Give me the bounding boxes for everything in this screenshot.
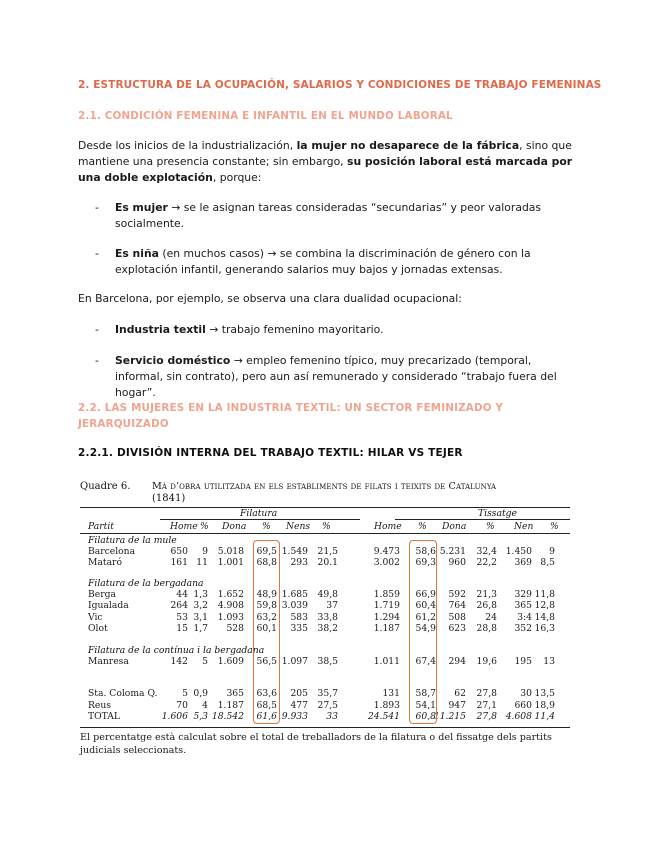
bullet-bold: Industria textil bbox=[115, 323, 206, 336]
row-group-title: Filatura de la contínua i la bergadana bbox=[88, 645, 265, 656]
cell-partit: Mataró bbox=[88, 557, 122, 568]
cell-value: 58,7 bbox=[415, 688, 436, 699]
cell-value: 1.609 bbox=[217, 656, 244, 667]
cell-value: 5.231 bbox=[439, 546, 466, 557]
cell-value: 293 bbox=[290, 557, 308, 568]
cell-value: 583 bbox=[290, 612, 308, 623]
cell-value: 66,9 bbox=[415, 589, 436, 600]
cell-value: 960 bbox=[448, 557, 466, 568]
cell-value: 14,8 bbox=[534, 612, 555, 623]
cell-value: 68,8 bbox=[256, 557, 277, 568]
intro-text-2: , sino que mantiene una presencia constante; sin embargo, bbox=[78, 139, 572, 168]
cell-value: 477 bbox=[290, 700, 308, 711]
cell-value: 53 bbox=[176, 612, 188, 623]
cell-value: 9 bbox=[202, 546, 208, 557]
column-header: % bbox=[486, 521, 495, 532]
cell-partit: Berga bbox=[88, 589, 116, 600]
cell-value: 26,8 bbox=[476, 600, 497, 611]
cell-value: 1.001 bbox=[217, 557, 244, 568]
highlight-box-tissatge-home bbox=[409, 540, 437, 724]
bullet-bold: Es mujer bbox=[115, 201, 168, 214]
table-row bbox=[0, 688, 655, 700]
cell-value: 1,7 bbox=[193, 623, 208, 634]
cell-value: 21,3 bbox=[476, 589, 497, 600]
column-header: Nens bbox=[286, 521, 311, 532]
cell-value: 369 bbox=[514, 557, 532, 568]
table-total-row bbox=[0, 711, 655, 723]
cell-value: 60,1 bbox=[256, 623, 277, 634]
cell-value: 1.893 bbox=[373, 700, 400, 711]
cell-value: 54,9 bbox=[415, 623, 436, 634]
cell-value: 18.542 bbox=[211, 711, 244, 722]
cell-value: 13,5 bbox=[534, 688, 555, 699]
cell-value: 1.093 bbox=[217, 612, 244, 623]
cell-value: 142 bbox=[170, 656, 188, 667]
cell-value: 70 bbox=[176, 700, 188, 711]
cell-partit: Sta. Coloma Q. bbox=[88, 688, 158, 699]
cell-value: 1.294 bbox=[373, 612, 400, 623]
cell-value: 18,9 bbox=[534, 700, 555, 711]
bullet-text: → trabajo femenino mayoritario. bbox=[205, 323, 384, 336]
cell-value: 592 bbox=[448, 589, 466, 600]
table-header-row bbox=[0, 521, 655, 533]
cell-value: 1.450 bbox=[505, 546, 532, 557]
table-row bbox=[0, 600, 655, 612]
filatura-rule bbox=[160, 519, 360, 520]
cell-value: 38,2 bbox=[317, 623, 338, 634]
cell-value: 38,5 bbox=[317, 656, 338, 667]
intro-text-3: , porque: bbox=[212, 171, 262, 184]
cell-value: 1.549 bbox=[281, 546, 308, 557]
cell-value: 205 bbox=[290, 688, 308, 699]
cell-value: 650 bbox=[170, 546, 188, 557]
cell-value: 3,2 bbox=[193, 600, 208, 611]
group-header-tissatge: Tissatge bbox=[478, 508, 517, 519]
cell-value: 19,6 bbox=[476, 656, 497, 667]
cell-value: 16,3 bbox=[534, 623, 555, 634]
cell-value: 20.1 bbox=[317, 557, 338, 568]
cell-value: 60,4 bbox=[415, 600, 436, 611]
cell-value: 27,5 bbox=[317, 700, 338, 711]
cell-partit: Barcelona bbox=[88, 546, 136, 557]
table-title: Mà d’obra utilitzada en els establiments de filats i teixits de Catalunya bbox=[152, 481, 497, 492]
cell-value: 508 bbox=[448, 612, 466, 623]
cell-partit: Reus bbox=[88, 700, 111, 711]
cell-value: 1.685 bbox=[281, 589, 308, 600]
column-header: Home bbox=[374, 521, 402, 532]
cell-value: 68,5 bbox=[256, 700, 277, 711]
cell-value: 49,8 bbox=[317, 589, 338, 600]
cell-value: 24 bbox=[485, 612, 497, 623]
cell-value: 11,8 bbox=[534, 589, 555, 600]
cell-value: 294 bbox=[448, 656, 466, 667]
highlight-box-filatura-dona bbox=[253, 540, 280, 724]
cell-value: 3.002 bbox=[373, 557, 400, 568]
cell-value: 9.933 bbox=[281, 711, 308, 722]
bullet-bold: Servicio doméstico bbox=[115, 354, 231, 367]
cell-value: 13 bbox=[543, 656, 555, 667]
cell-value: 48,9 bbox=[256, 589, 277, 600]
cell-value: 21,5 bbox=[317, 546, 338, 557]
column-header: % bbox=[322, 521, 331, 532]
column-header: Partit bbox=[88, 521, 114, 532]
cell-value: 35,7 bbox=[317, 688, 338, 699]
intro-bold-1: la mujer no desaparece de la fábrica bbox=[296, 139, 520, 152]
cell-value: 528 bbox=[226, 623, 244, 634]
cell-value: 30 bbox=[520, 688, 532, 699]
table-year: (1841) bbox=[152, 493, 186, 504]
cell-value: 11.215 bbox=[433, 711, 466, 722]
cell-value: 12,8 bbox=[534, 600, 555, 611]
table-bottom-rule bbox=[80, 727, 570, 728]
cell-value: 365 bbox=[226, 688, 244, 699]
cell-value: 352 bbox=[514, 623, 532, 634]
subsection-title-2-2-1: 2.2.1. DIVISIÓN INTERNA DEL TRABAJO TEXTIL: HILAR VS TEJER bbox=[78, 447, 463, 459]
column-header: Dona bbox=[222, 521, 247, 532]
cell-value: 33 bbox=[326, 711, 338, 722]
cell-value: 947 bbox=[448, 700, 466, 711]
cell-value: 59,8 bbox=[256, 600, 277, 611]
cell-value: 1.606 bbox=[161, 711, 188, 722]
cell-value: 5,3 bbox=[193, 711, 208, 722]
column-header: % bbox=[200, 521, 209, 532]
cell-value: 28,8 bbox=[476, 623, 497, 634]
cell-value: 1.719 bbox=[373, 600, 400, 611]
cell-value: 5 bbox=[182, 688, 188, 699]
table-row bbox=[0, 557, 655, 569]
cell-value: 60,8 bbox=[415, 711, 436, 722]
cell-value: 3:4 bbox=[517, 612, 532, 623]
subsection-title-2-1: 2.1. CONDICIÓN FEMENINA E INFANTIL EN EL MUNDO LABORAL bbox=[78, 110, 453, 122]
group-header-filatura: Filatura bbox=[240, 508, 278, 519]
cell-value: 11,4 bbox=[534, 711, 555, 722]
cell-partit: Igualada bbox=[88, 600, 129, 611]
cell-value: 1.652 bbox=[217, 589, 244, 600]
bullet-dash: - bbox=[95, 323, 99, 336]
cell-value: 131 bbox=[382, 688, 400, 699]
cell-value: 33,8 bbox=[317, 612, 338, 623]
table-footnote: El percentatge està calculat sobre el total de treballadors de la filatura o del fissatge dels partits judicials seleccionats. bbox=[80, 732, 552, 756]
table-row bbox=[0, 623, 655, 635]
cell-value: 329 bbox=[514, 589, 532, 600]
bullet-text: → se le asignan tareas consideradas “secundarias” y peor valoradas socialmente. bbox=[115, 201, 542, 230]
cell-partit: TOTAL bbox=[88, 711, 121, 722]
section-title: 2. ESTRUCTURA DE LA OCUPACIÓN, SALARIOS Y CONDICIONES DE TRABAJO FEMENINAS bbox=[78, 79, 602, 91]
column-header: % bbox=[550, 521, 559, 532]
bullet-dash: - bbox=[95, 201, 99, 214]
cell-value: 27,8 bbox=[476, 711, 497, 722]
cell-value: 3,1 bbox=[193, 612, 208, 623]
cell-value: 335 bbox=[290, 623, 308, 634]
cell-value: 67,4 bbox=[415, 656, 436, 667]
cell-value: 22,2 bbox=[476, 557, 497, 568]
cell-value: 3.039 bbox=[281, 600, 308, 611]
cell-value: 1.187 bbox=[217, 700, 244, 711]
cell-value: 56,5 bbox=[256, 656, 277, 667]
cell-partit: Vic bbox=[88, 612, 103, 623]
cell-value: 9 bbox=[549, 546, 555, 557]
cell-value: 37 bbox=[326, 600, 338, 611]
table-header-rule bbox=[80, 533, 570, 534]
subsection-title-2-2: 2.2. LAS MUJERES EN LA INDUSTRIA TEXTIL: UN SECTOR FEMINIZADO Y JERARQUIZADO bbox=[78, 402, 504, 430]
bullet-text: → empleo femenino típico, muy precarizado (temporal, informal, sin contrato), pero aun así remunerado y considerado “trabajo fuera del hogar”. bbox=[115, 354, 557, 399]
cell-value: 61,2 bbox=[415, 612, 436, 623]
cell-value: 0,9 bbox=[193, 688, 208, 699]
cell-value: 195 bbox=[514, 656, 532, 667]
cell-value: 27,1 bbox=[476, 700, 497, 711]
cell-value: 660 bbox=[514, 700, 532, 711]
cell-value: 15 bbox=[176, 623, 188, 634]
cell-value: 5 bbox=[202, 656, 208, 667]
cell-value: 62 bbox=[454, 688, 466, 699]
column-header: % bbox=[262, 521, 271, 532]
cell-value: 1.097 bbox=[281, 656, 308, 667]
cell-partit: Olot bbox=[88, 623, 108, 634]
cell-value: 623 bbox=[448, 623, 466, 634]
cell-value: 9.473 bbox=[373, 546, 400, 557]
cell-value: 365 bbox=[514, 600, 532, 611]
bullet-dash: - bbox=[95, 354, 99, 367]
cell-value: 8,5 bbox=[540, 557, 555, 568]
row-group-title: Filatura de la mule bbox=[88, 535, 177, 546]
cell-value: 44 bbox=[176, 589, 188, 600]
intro-text-1: Desde los inicios de la industrialización, bbox=[78, 139, 297, 152]
barcelona-paragraph: En Barcelona, por ejemplo, se observa una clara dualidad ocupacional: bbox=[78, 292, 462, 305]
cell-value: 58,6 bbox=[415, 546, 436, 557]
cell-value: 4.908 bbox=[217, 600, 244, 611]
table-label: Quadre 6. bbox=[80, 481, 131, 492]
cell-value: 5.018 bbox=[217, 546, 244, 557]
cell-value: 54,1 bbox=[415, 700, 436, 711]
table-row bbox=[0, 656, 655, 668]
cell-value: 161 bbox=[170, 557, 188, 568]
cell-value: 69,3 bbox=[415, 557, 436, 568]
column-header: % bbox=[418, 521, 427, 532]
bullet-text: (en muchos casos) → se combina la discriminación de género con la explotación infantil, generando salarios muy bajos y jornadas extensas. bbox=[115, 247, 531, 276]
cell-value: 32,4 bbox=[476, 546, 497, 557]
cell-value: 63,2 bbox=[256, 612, 277, 623]
column-header: Home bbox=[170, 521, 198, 532]
column-header: Nen bbox=[514, 521, 534, 532]
cell-value: 4 bbox=[202, 700, 208, 711]
cell-value: 1.187 bbox=[373, 623, 400, 634]
cell-value: 61,6 bbox=[256, 711, 277, 722]
cell-value: 1.859 bbox=[373, 589, 400, 600]
bullet-bold: Es niña bbox=[115, 247, 159, 260]
tissatge-rule bbox=[395, 519, 570, 520]
row-group-title: Filatura de la bergadana bbox=[88, 578, 204, 589]
cell-partit: Manresa bbox=[88, 656, 129, 667]
column-header: Dona bbox=[442, 521, 467, 532]
cell-value: 264 bbox=[170, 600, 188, 611]
cell-value: 11 bbox=[196, 557, 208, 568]
intro-bold-2: su posición laboral está marcada por una doble explotación bbox=[78, 155, 573, 184]
cell-value: 4.608 bbox=[505, 711, 532, 722]
cell-value: 1,3 bbox=[193, 589, 208, 600]
cell-value: 69,5 bbox=[256, 546, 277, 557]
cell-value: 27,8 bbox=[476, 688, 497, 699]
bullet-dash: - bbox=[95, 247, 99, 260]
cell-value: 24.541 bbox=[367, 711, 400, 722]
cell-value: 1.011 bbox=[373, 656, 400, 667]
cell-value: 764 bbox=[448, 600, 466, 611]
cell-value: 63,6 bbox=[256, 688, 277, 699]
